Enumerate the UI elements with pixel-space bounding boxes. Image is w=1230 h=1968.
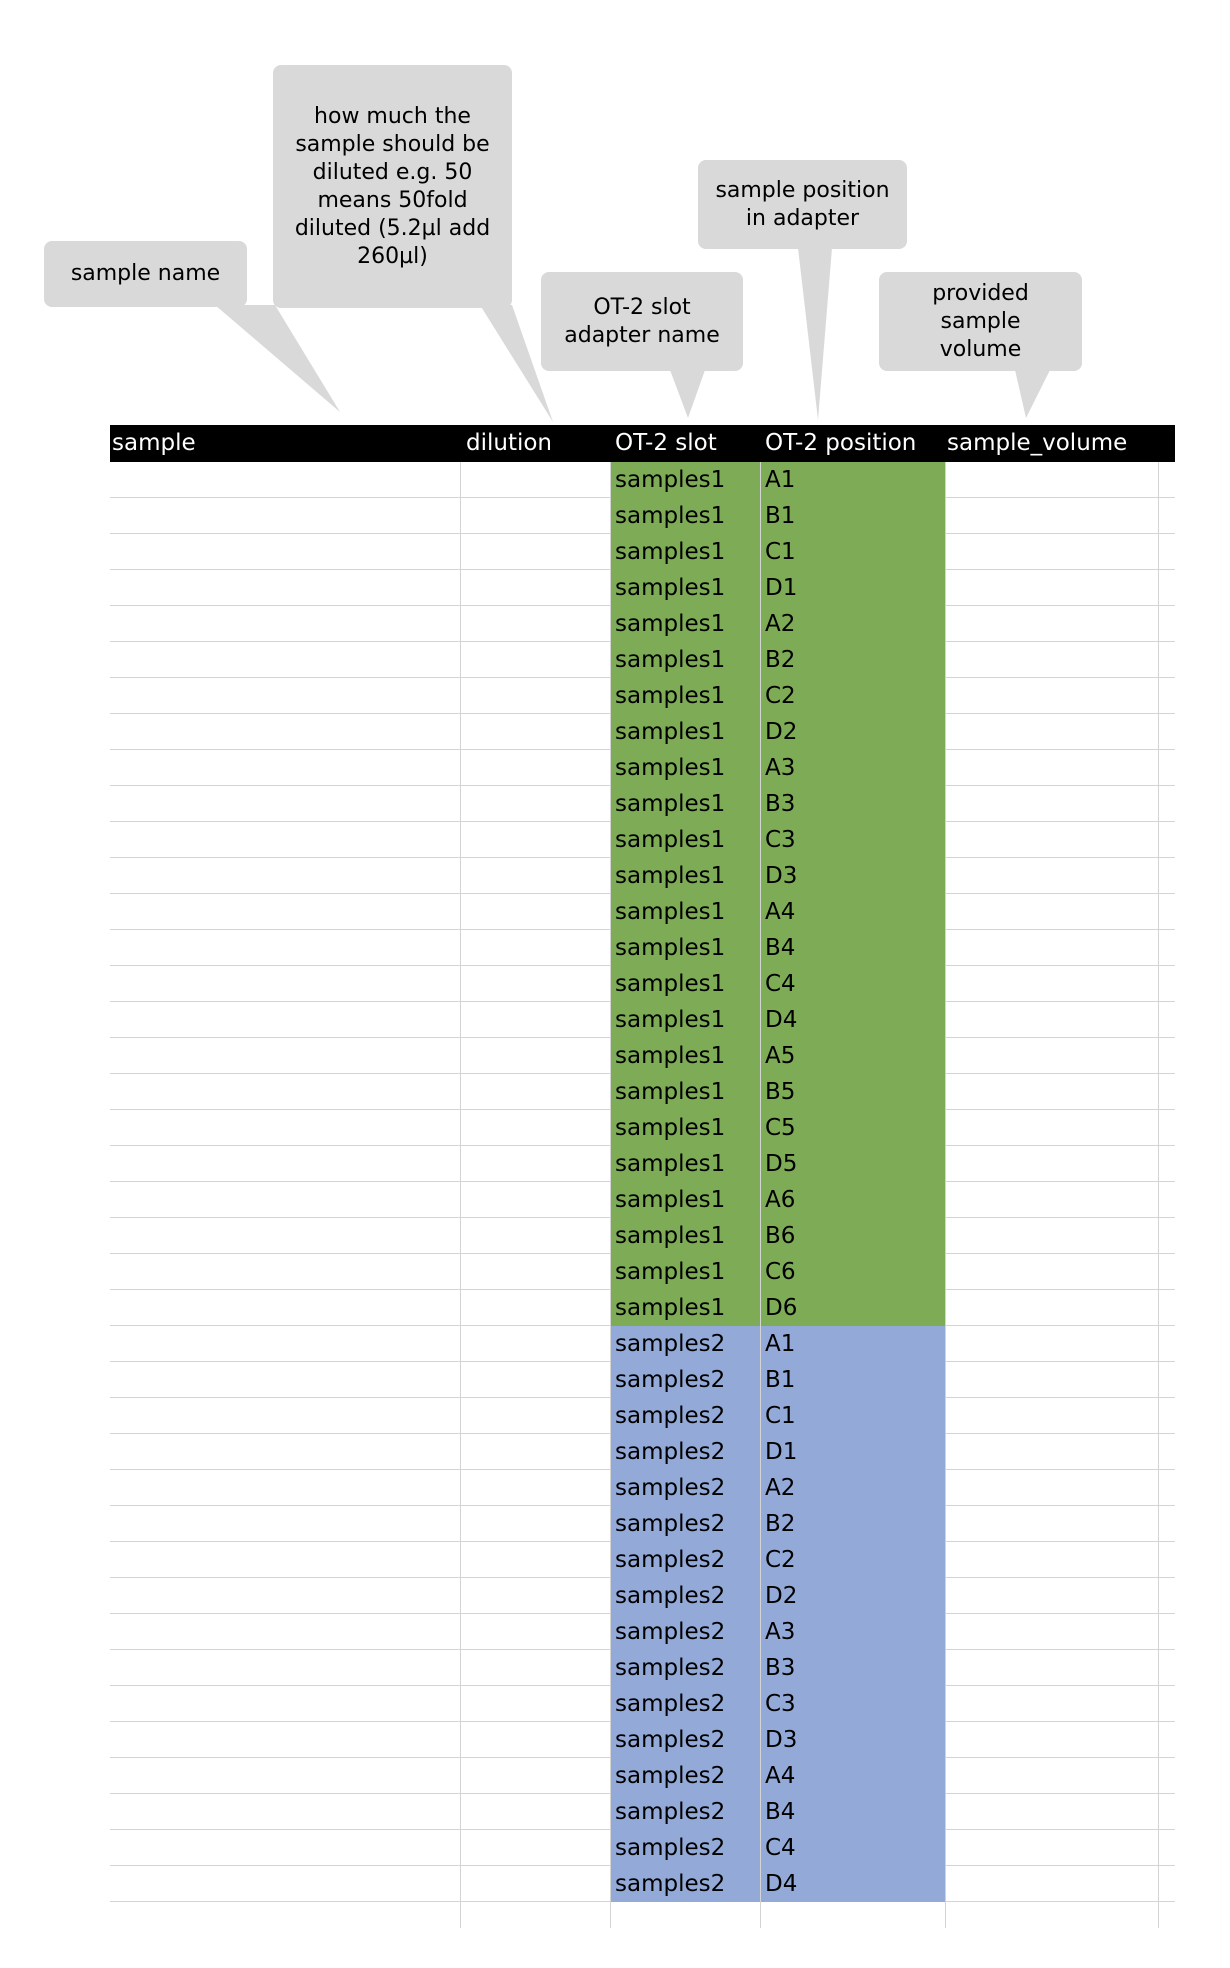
cell-sample[interactable] — [110, 858, 460, 894]
cell-sample[interactable] — [110, 1398, 460, 1434]
cell-position[interactable]: A2 — [760, 606, 945, 642]
cell-sample-volume[interactable] — [945, 930, 1158, 966]
cell-dilution[interactable] — [460, 1506, 610, 1542]
cell-sample-volume[interactable] — [945, 1146, 1158, 1182]
cell-sample-volume[interactable] — [945, 642, 1158, 678]
table-row — [110, 1038, 1175, 1074]
cell-sample-volume[interactable] — [945, 1758, 1158, 1794]
cell-sample-volume[interactable] — [945, 570, 1158, 606]
tail-position — [798, 248, 832, 420]
callouts-area — [0, 0, 1230, 430]
cell-dilution[interactable] — [460, 786, 610, 822]
cell-sample[interactable] — [110, 1830, 460, 1866]
cell-slot[interactable]: samples1 — [610, 822, 760, 858]
cell-dilution[interactable] — [460, 1398, 610, 1434]
cell-dilution[interactable] — [460, 498, 610, 534]
table-row — [110, 822, 1175, 858]
cell-sample[interactable] — [110, 750, 460, 786]
cell-position[interactable]: C1 — [760, 1398, 945, 1434]
cell-dilution[interactable] — [460, 1650, 610, 1686]
cell-sample[interactable] — [110, 1110, 460, 1146]
cell-slot[interactable]: samples2 — [610, 1758, 760, 1794]
table-row — [110, 1398, 1175, 1434]
cell-sample[interactable] — [110, 966, 460, 1002]
cell-dilution[interactable] — [460, 462, 610, 498]
cell-slot[interactable]: samples2 — [610, 1866, 760, 1902]
cell-sample-volume[interactable] — [945, 1506, 1158, 1542]
cell-dilution[interactable] — [460, 1470, 610, 1506]
cell-position[interactable]: D3 — [760, 1722, 945, 1758]
cell-slot[interactable]: samples2 — [610, 1398, 760, 1434]
table-row — [110, 1182, 1175, 1218]
cell-sample[interactable] — [110, 1686, 460, 1722]
cell-sample-volume[interactable] — [945, 966, 1158, 1002]
cell-slot[interactable]: samples2 — [610, 1434, 760, 1470]
cell-position[interactable]: D1 — [760, 1434, 945, 1470]
cell-slot[interactable]: samples1 — [610, 1218, 760, 1254]
cell-sample-volume[interactable] — [945, 1110, 1158, 1146]
cell-sample[interactable] — [110, 1722, 460, 1758]
cell-sample[interactable] — [110, 1038, 460, 1074]
cell-sample[interactable] — [110, 1362, 460, 1398]
table-row — [110, 1722, 1175, 1758]
cell-slot[interactable]: samples1 — [610, 1074, 760, 1110]
cell-slot[interactable]: samples1 — [610, 570, 760, 606]
cell-slot[interactable]: samples1 — [610, 894, 760, 930]
cell-position[interactable]: C2 — [760, 678, 945, 714]
cell-slot[interactable]: samples1 — [610, 1146, 760, 1182]
cell-sample-volume[interactable] — [945, 462, 1158, 498]
cell-dilution[interactable] — [460, 1182, 610, 1218]
cell-sample-volume[interactable] — [945, 1794, 1158, 1830]
cell-position[interactable]: A2 — [760, 1470, 945, 1506]
table-row — [110, 570, 1175, 606]
table-row — [110, 1506, 1175, 1542]
cell-sample-volume[interactable] — [945, 498, 1158, 534]
table-row — [110, 858, 1175, 894]
cell-position[interactable]: A3 — [760, 750, 945, 786]
cell-sample[interactable] — [110, 1578, 460, 1614]
cell-sample[interactable] — [110, 678, 460, 714]
cell-slot[interactable]: samples1 — [610, 1254, 760, 1290]
column-divider — [610, 462, 611, 1928]
table-row — [110, 966, 1175, 1002]
cell-sample[interactable] — [110, 606, 460, 642]
cell-position[interactable]: A3 — [760, 1614, 945, 1650]
cell-sample-volume[interactable] — [945, 1254, 1158, 1290]
cell-sample[interactable] — [110, 930, 460, 966]
cell-position[interactable]: A6 — [760, 1182, 945, 1218]
cell-position[interactable]: A4 — [760, 1758, 945, 1794]
cell-sample[interactable] — [110, 1326, 460, 1362]
table-row — [110, 1578, 1175, 1614]
cell-sample[interactable] — [110, 714, 460, 750]
tail-volume — [1015, 370, 1050, 418]
cell-slot[interactable]: samples2 — [610, 1722, 760, 1758]
cell-slot[interactable]: samples1 — [610, 642, 760, 678]
column-divider — [460, 462, 461, 1928]
cell-slot[interactable]: samples2 — [610, 1542, 760, 1578]
cell-sample[interactable] — [110, 1434, 460, 1470]
table-row — [110, 1758, 1175, 1794]
cell-position[interactable]: C4 — [760, 966, 945, 1002]
callout-dilution: how much the sample should be diluted e.g. 50 means 50fold diluted (5.2µl add 260µl) — [273, 65, 512, 308]
cell-dilution[interactable] — [460, 1866, 610, 1902]
cell-slot[interactable]: samples2 — [610, 1686, 760, 1722]
table-row — [110, 1686, 1175, 1722]
cell-sample[interactable] — [110, 1470, 460, 1506]
cell-sample[interactable] — [110, 462, 460, 498]
cell-dilution[interactable] — [460, 1074, 610, 1110]
table-row — [110, 1866, 1175, 1902]
cell-sample[interactable] — [110, 1758, 460, 1794]
cell-slot[interactable]: samples1 — [610, 966, 760, 1002]
cell-position[interactable]: C1 — [760, 534, 945, 570]
cell-dilution[interactable] — [460, 1794, 610, 1830]
cell-sample-volume[interactable] — [945, 1434, 1158, 1470]
callout-position: sample position in adapter — [698, 160, 907, 249]
cell-dilution[interactable] — [460, 1326, 610, 1362]
cell-position[interactable]: B1 — [760, 498, 945, 534]
cell-slot[interactable]: samples1 — [610, 1038, 760, 1074]
cell-position[interactable]: C3 — [760, 1686, 945, 1722]
table-row — [110, 714, 1175, 750]
cell-dilution[interactable] — [460, 1578, 610, 1614]
table-row — [110, 1362, 1175, 1398]
cell-sample[interactable] — [110, 1254, 460, 1290]
cell-position[interactable]: B4 — [760, 930, 945, 966]
cell-sample[interactable] — [110, 642, 460, 678]
cell-slot[interactable]: samples1 — [610, 1290, 760, 1326]
table-row — [110, 930, 1175, 966]
cell-position[interactable]: B4 — [760, 1794, 945, 1830]
cell-dilution[interactable] — [460, 894, 610, 930]
cell-dilution[interactable] — [460, 606, 610, 642]
cell-sample-volume[interactable] — [945, 1074, 1158, 1110]
cell-dilution[interactable] — [460, 1290, 610, 1326]
cell-position[interactable]: A1 — [760, 462, 945, 498]
cell-position[interactable]: A1 — [760, 1326, 945, 1362]
cell-slot[interactable]: samples1 — [610, 786, 760, 822]
cell-sample[interactable] — [110, 1866, 460, 1902]
cell-sample-volume[interactable] — [945, 1722, 1158, 1758]
cell-sample[interactable] — [110, 498, 460, 534]
cell-dilution[interactable] — [460, 1830, 610, 1866]
callout-volume: provided sample volume — [879, 272, 1082, 371]
cell-sample-volume[interactable] — [945, 1326, 1158, 1362]
cell-sample-volume[interactable] — [945, 534, 1158, 570]
cell-sample-volume[interactable] — [945, 1218, 1158, 1254]
cell-dilution[interactable] — [460, 714, 610, 750]
table-row — [110, 1326, 1175, 1362]
cell-sample[interactable] — [110, 894, 460, 930]
cell-slot[interactable]: samples1 — [610, 1002, 760, 1038]
table-row — [110, 678, 1175, 714]
header-row — [110, 425, 1175, 462]
cell-sample[interactable] — [110, 1290, 460, 1326]
cell-position[interactable]: D2 — [760, 714, 945, 750]
cell-sample-volume[interactable] — [945, 1002, 1158, 1038]
table-row — [110, 642, 1175, 678]
tail-slot — [670, 370, 705, 418]
table-row — [110, 786, 1175, 822]
cell-slot[interactable]: samples2 — [610, 1650, 760, 1686]
table-row — [110, 1218, 1175, 1254]
cell-sample-volume[interactable] — [945, 678, 1158, 714]
cell-sample-volume[interactable] — [945, 1542, 1158, 1578]
cell-slot[interactable]: samples1 — [610, 858, 760, 894]
table-row — [110, 534, 1175, 570]
cell-position[interactable]: C4 — [760, 1830, 945, 1866]
cell-position[interactable]: B2 — [760, 642, 945, 678]
cell-slot[interactable]: samples1 — [610, 606, 760, 642]
cell-sample-volume[interactable] — [945, 1614, 1158, 1650]
cell-position[interactable]: B5 — [760, 1074, 945, 1110]
cell-sample[interactable] — [110, 822, 460, 858]
cell-slot[interactable]: samples2 — [610, 1470, 760, 1506]
cell-dilution[interactable] — [460, 1038, 610, 1074]
cell-dilution[interactable] — [460, 1614, 610, 1650]
cell-slot[interactable]: samples1 — [610, 534, 760, 570]
cell-position[interactable]: D2 — [760, 1578, 945, 1614]
header-sample-volume[interactable]: sample_volume — [947, 430, 1128, 456]
cell-sample-volume[interactable] — [945, 1686, 1158, 1722]
table-row — [110, 1146, 1175, 1182]
cell-sample[interactable] — [110, 1506, 460, 1542]
cell-dilution[interactable] — [460, 1110, 610, 1146]
cell-sample[interactable] — [110, 1146, 460, 1182]
cell-sample-volume[interactable] — [945, 1470, 1158, 1506]
cell-sample-volume[interactable] — [945, 1866, 1158, 1902]
cell-sample[interactable] — [110, 1074, 460, 1110]
table-row — [110, 1614, 1175, 1650]
cell-sample-volume[interactable] — [945, 1830, 1158, 1866]
cell-position[interactable]: C6 — [760, 1254, 945, 1290]
cell-sample[interactable] — [110, 1542, 460, 1578]
cell-position[interactable]: A5 — [760, 1038, 945, 1074]
cell-sample-volume[interactable] — [945, 786, 1158, 822]
cell-slot[interactable]: samples2 — [610, 1506, 760, 1542]
table-row — [110, 894, 1175, 930]
cell-position[interactable]: B2 — [760, 1506, 945, 1542]
cell-sample-volume[interactable] — [945, 858, 1158, 894]
cell-dilution[interactable] — [460, 534, 610, 570]
tail-sample-name — [215, 305, 340, 412]
cell-sample-volume[interactable] — [945, 1038, 1158, 1074]
cell-sample-volume[interactable] — [945, 822, 1158, 858]
cell-slot[interactable]: samples1 — [610, 714, 760, 750]
cell-sample[interactable] — [110, 1002, 460, 1038]
header-dilution[interactable]: dilution — [466, 430, 553, 456]
cell-dilution[interactable] — [460, 1434, 610, 1470]
cell-sample[interactable] — [110, 1218, 460, 1254]
header-position[interactable]: OT-2 position — [765, 430, 917, 456]
column-divider — [945, 462, 946, 1928]
cell-sample[interactable] — [110, 1182, 460, 1218]
table-row — [110, 1110, 1175, 1146]
callout-slot: OT-2 slot adapter name — [541, 272, 743, 371]
cell-dilution[interactable] — [460, 1254, 610, 1290]
cell-position[interactable]: D6 — [760, 1290, 945, 1326]
cell-sample[interactable] — [110, 786, 460, 822]
header-slot[interactable]: OT-2 slot — [615, 430, 717, 456]
table-row — [110, 606, 1175, 642]
table-row — [110, 1794, 1175, 1830]
cell-sample-volume[interactable] — [945, 894, 1158, 930]
cell-sample-volume[interactable] — [945, 750, 1158, 786]
cell-dilution[interactable] — [460, 1218, 610, 1254]
cell-slot[interactable]: samples2 — [610, 1362, 760, 1398]
cell-slot[interactable]: samples2 — [610, 1614, 760, 1650]
cell-slot[interactable]: samples1 — [610, 750, 760, 786]
cell-dilution[interactable] — [460, 750, 610, 786]
cell-sample[interactable] — [110, 570, 460, 606]
cell-position[interactable]: D1 — [760, 570, 945, 606]
table-row — [110, 1542, 1175, 1578]
cell-slot[interactable]: samples1 — [610, 1182, 760, 1218]
cell-position[interactable]: B3 — [760, 1650, 945, 1686]
table-row — [110, 462, 1175, 498]
column-divider — [760, 462, 761, 1928]
cell-dilution[interactable] — [460, 570, 610, 606]
callout-sample-name: sample name — [44, 241, 247, 307]
cell-position[interactable]: B3 — [760, 786, 945, 822]
cell-dilution[interactable] — [460, 930, 610, 966]
table-row — [110, 1830, 1175, 1866]
cell-position[interactable]: D4 — [760, 1866, 945, 1902]
table-row — [110, 1002, 1175, 1038]
cell-dilution[interactable] — [460, 966, 610, 1002]
cell-position[interactable]: B6 — [760, 1218, 945, 1254]
cell-sample-volume[interactable] — [945, 1362, 1158, 1398]
cell-sample-volume[interactable] — [945, 1182, 1158, 1218]
cell-dilution[interactable] — [460, 1362, 610, 1398]
cell-dilution[interactable] — [460, 858, 610, 894]
cell-position[interactable]: D3 — [760, 858, 945, 894]
cell-dilution[interactable] — [460, 1758, 610, 1794]
table-row — [110, 1290, 1175, 1326]
table-row — [110, 750, 1175, 786]
cell-position[interactable]: A4 — [760, 894, 945, 930]
cell-sample-volume[interactable] — [945, 606, 1158, 642]
cell-slot[interactable]: samples2 — [610, 1794, 760, 1830]
cell-sample-volume[interactable] — [945, 1398, 1158, 1434]
cell-dilution[interactable] — [460, 642, 610, 678]
cell-slot[interactable]: samples1 — [610, 498, 760, 534]
cell-position[interactable]: C2 — [760, 1542, 945, 1578]
cell-position[interactable]: B1 — [760, 1362, 945, 1398]
cell-slot[interactable]: samples2 — [610, 1326, 760, 1362]
table-row — [110, 1650, 1175, 1686]
cell-sample-volume[interactable] — [945, 1290, 1158, 1326]
cell-dilution[interactable] — [460, 1146, 610, 1182]
cell-slot[interactable]: samples2 — [610, 1578, 760, 1614]
cell-slot[interactable]: samples2 — [610, 1830, 760, 1866]
table-row — [110, 498, 1175, 534]
cell-dilution[interactable] — [460, 1002, 610, 1038]
cell-sample[interactable] — [110, 534, 460, 570]
cell-sample-volume[interactable] — [945, 1578, 1158, 1614]
header-sample[interactable]: sample — [112, 430, 196, 456]
cell-sample[interactable] — [110, 1794, 460, 1830]
cell-dilution[interactable] — [460, 1542, 610, 1578]
cell-sample-volume[interactable] — [945, 1650, 1158, 1686]
cell-position[interactable]: D4 — [760, 1002, 945, 1038]
cell-position[interactable]: D5 — [760, 1146, 945, 1182]
cell-position[interactable]: C3 — [760, 822, 945, 858]
cell-dilution[interactable] — [460, 822, 610, 858]
cell-dilution[interactable] — [460, 1722, 610, 1758]
cell-sample[interactable] — [110, 1614, 460, 1650]
table-row — [110, 1254, 1175, 1290]
table-row — [110, 1470, 1175, 1506]
cell-slot[interactable]: samples1 — [610, 930, 760, 966]
cell-sample[interactable] — [110, 1650, 460, 1686]
cell-position[interactable]: C5 — [760, 1110, 945, 1146]
cell-dilution[interactable] — [460, 1686, 610, 1722]
cell-slot[interactable]: samples1 — [610, 678, 760, 714]
table-row — [110, 1434, 1175, 1470]
cell-slot[interactable]: samples1 — [610, 1110, 760, 1146]
column-divider — [1158, 462, 1159, 1928]
table-row — [110, 1074, 1175, 1110]
cell-sample-volume[interactable] — [945, 714, 1158, 750]
cell-slot[interactable]: samples1 — [610, 462, 760, 498]
cell-dilution[interactable] — [460, 678, 610, 714]
